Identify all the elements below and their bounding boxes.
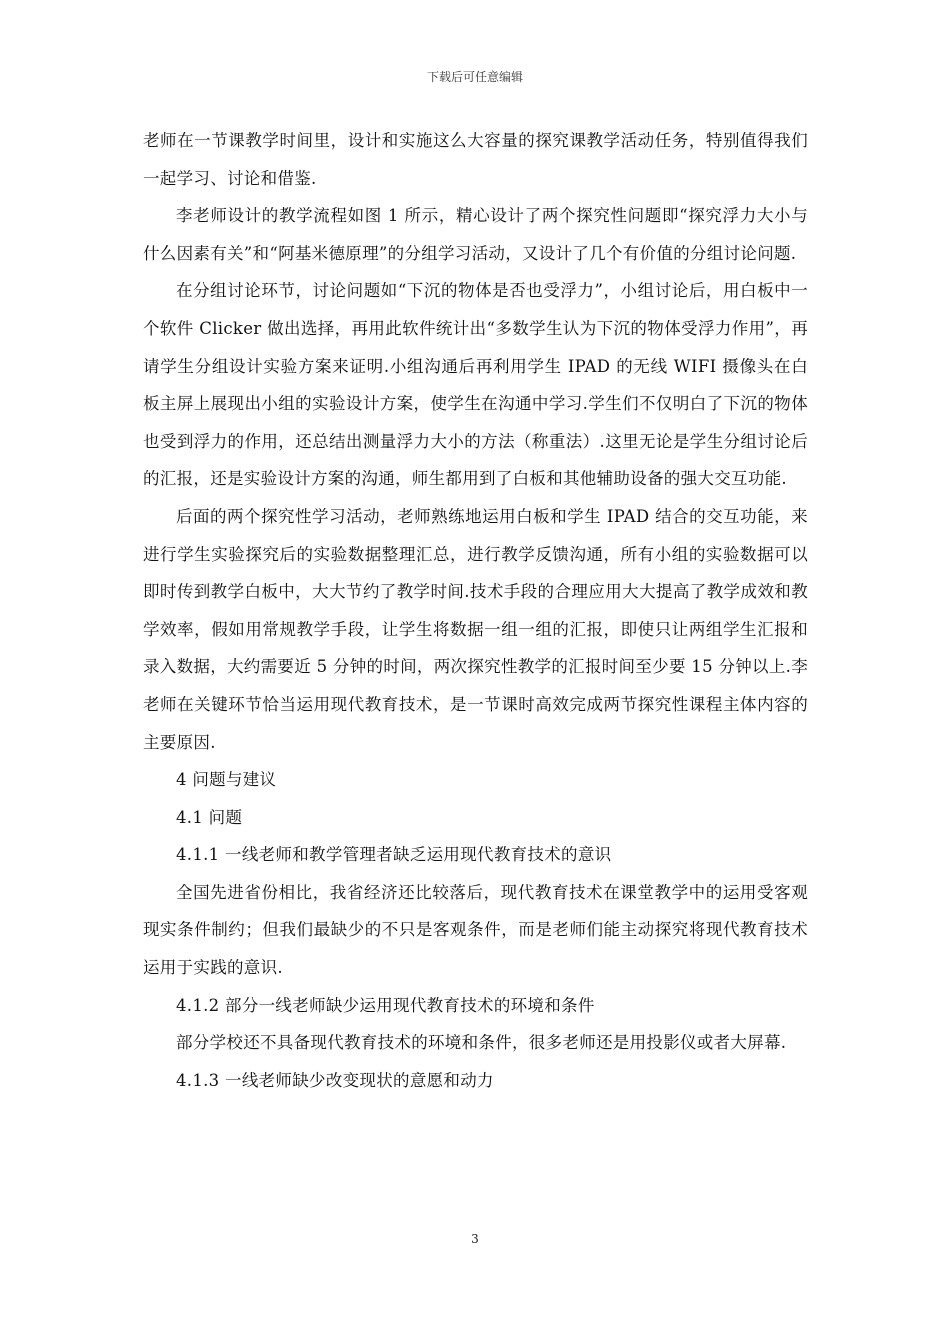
page-number: 3 <box>471 1232 479 1246</box>
page-header: 下载后可任意编辑 <box>426 70 523 84</box>
paragraph-awareness: 全国先进省份相比，我省经济还比较落后，现代教育技术在课堂教学中的运用受客观现实条件制约；但我们最缺少的不只是客观条件，而是老师们能主动探究将现代教育技术运用于实践的意识. <box>143 882 808 978</box>
paragraph-group-discussion: 在分组讨论环节，讨论问题如“下沉的物体是否也受浮力”，小组讨论后，用白板中一个软件 Clicker 做出选择，再用此软件统计出“多数学生认为下沉的物体受浮力作用”，再请学生分组设计实验方案来证明.小组沟通后再利用学生 IPAD 的无线 WIFI 摄像头在白板主屏上展现出小组的实验设计方案，使学生在沟通中学习.学生们不仅明白了下沉的物体也受到浮力的作用，还总结出测量浮力大小的方法（称重法）.这里无论是学生分组讨论后的汇报，还是实验设计方案的沟通，师生都用到了白板和其他辅助设备的强大交互功能. <box>143 281 808 489</box>
section-heading-problems-suggestions: 4 问题与建议 <box>176 770 277 790</box>
paragraph-continuation: 老师在一节课教学时间里，设计和实施这么大容量的探究课教学活动任务，特别值得我们一起学习、讨论和借鉴. <box>143 131 808 188</box>
paragraph-teaching-flow: 李老师设计的教学流程如图 1 所示，精心设计了两个探究性问题即“探究浮力大小与什么因素有关”和“阿基米德原理”的分组学习活动，又设计了几个有价值的分组讨论问题. <box>143 206 808 263</box>
subsubsection-heading-4-1-3: 4.1.3 一线老师缺少改变现状的意愿和动力 <box>176 1070 494 1090</box>
paragraph-environment: 部分学校还不具备现代教育技术的环境和条件，很多老师还是用投影仪或者大屏幕. <box>176 1033 787 1053</box>
subsubsection-heading-4-1-1: 4.1.1 一线老师和教学管理者缺乏运用现代教育技术的意识 <box>176 845 612 865</box>
document-body <box>143 122 808 1099</box>
subsubsection-heading-4-1-2: 4.1.2 部分一线老师缺少运用现代教育技术的环境和条件 <box>176 995 595 1015</box>
subsection-heading-problems: 4.1 问题 <box>176 807 243 827</box>
paragraph-inquiry-activities: 后面的两个探究性学习活动，老师熟练地运用白板和学生 IPAD 结合的交互功能，来进行学生实验探究后的实验数据整理汇总，进行教学反馈沟通，所有小组的实验数据可以即时传到教学白板中，大大节约了教学时间.技术手段的合理应用大大提高了教学成效和教学效率，假如用常规教学手段，让学生将数据一组一组的汇报，即使只让两组学生汇报和录入数据，大约需要近 5 分钟的时间，两次探究性教学的汇报时间至少要 15 分钟以上.李老师在关键环节恰当运用现代教育技术，是一节课时高效完成两节探究性课程主体内容的主要原因. <box>143 506 808 752</box>
